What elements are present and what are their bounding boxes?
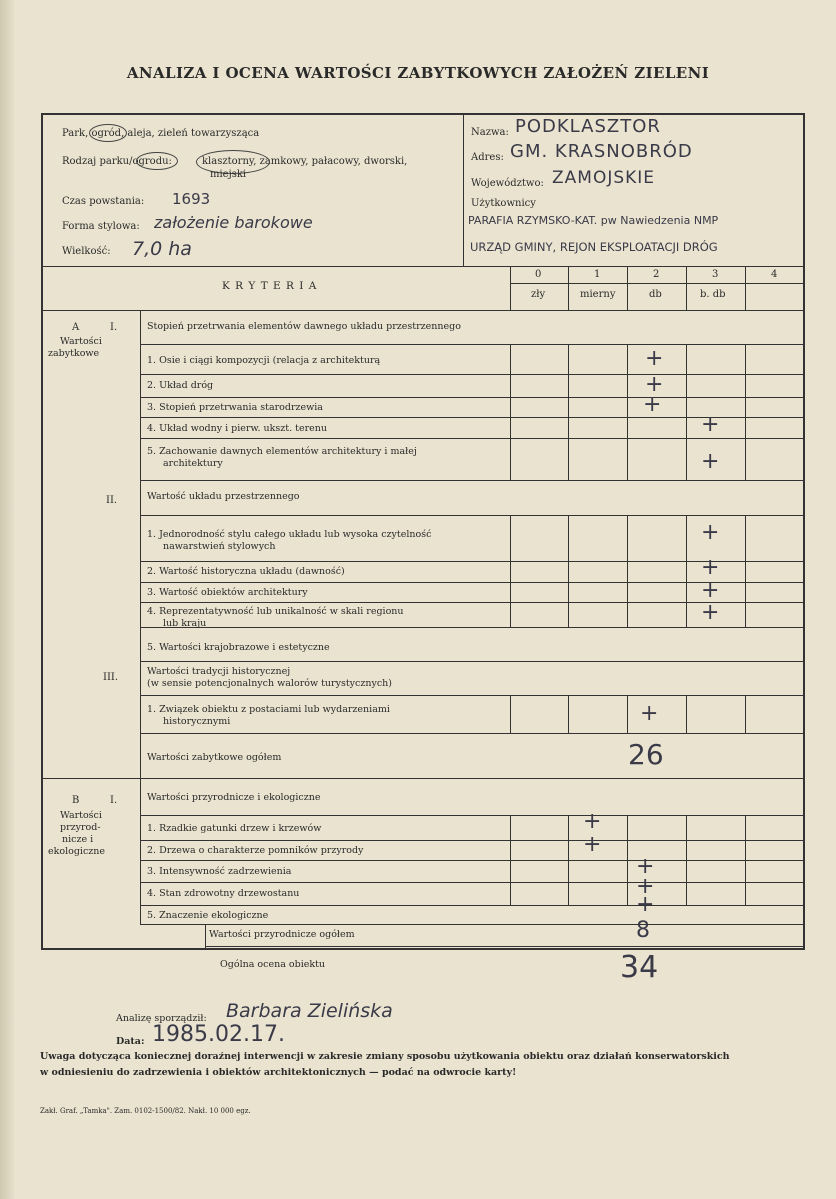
section-b-name-3: nicze i — [62, 834, 94, 845]
data-value: 1985.02.17. — [152, 1022, 285, 1047]
grid-line — [510, 266, 511, 310]
total-przyrodnicze-value: 8 — [636, 918, 650, 943]
criterion-a3-1-cont: historycznymi — [163, 716, 231, 727]
grid-line — [568, 266, 569, 310]
grid-line — [42, 310, 804, 311]
section-b-letter: B — [72, 795, 80, 806]
ogolna-ocena-value: 34 — [620, 950, 659, 985]
grid-line — [140, 924, 804, 925]
col-3-desc: b. db — [700, 289, 726, 300]
grid-line — [140, 515, 804, 516]
criterion-a2-2: 2. Wartość historyczna układu (dawność) — [147, 566, 345, 577]
rodzaj-options: klasztorny, zamkowy, pałacowy, dworski, — [202, 156, 408, 167]
grid-line — [745, 815, 746, 905]
grid-line — [140, 397, 804, 398]
grid-line — [510, 695, 511, 733]
criterion-a3-1: 1. Związek obiektu z postaciami lub wydarzeniami — [147, 704, 390, 715]
grid-line — [686, 815, 687, 905]
grid-line — [42, 778, 804, 779]
page-title: ANALIZA I OCENA WARTOŚCI ZABYTKOWYCH ZAŁOŻEŃ ZIELENI — [126, 64, 710, 82]
criterion-a2-4-cont: lub kraju — [163, 618, 207, 629]
grid-line — [140, 733, 804, 734]
wielkosc-value: 7,0 ha — [132, 238, 192, 260]
grid-line — [686, 695, 687, 733]
section-b-name-1: Wartości — [60, 810, 102, 821]
section-b-name-2: przyrod- — [60, 822, 101, 833]
grid-line — [627, 695, 628, 733]
group-4-heading: Wartości przyrodnicze i ekologiczne — [147, 792, 321, 803]
section-ii-roman: II. — [106, 495, 118, 506]
section-iii-roman: III. — [103, 672, 119, 683]
score-mark: + — [701, 520, 720, 545]
col-2-number: 2 — [653, 269, 660, 280]
criterion-a2-4: 4. Reprezentatywność lub unikalność w skali regionu — [147, 606, 404, 617]
grid-line — [42, 266, 804, 267]
grid-line — [140, 695, 804, 696]
nazwa-label: Nazwa: — [471, 127, 509, 138]
grid-line — [140, 438, 804, 439]
col-4-number: 4 — [771, 269, 778, 280]
grid-line — [568, 695, 569, 733]
grid-line — [627, 515, 628, 627]
score-mark: + — [583, 809, 602, 834]
col-0-number: 0 — [535, 269, 542, 280]
analiza-signature: Barbara Zielińska — [226, 1000, 393, 1022]
criterion-a2-5: 5. Wartości krajobrazowe i estetyczne — [147, 642, 330, 653]
score-mark: + — [645, 372, 664, 397]
adres-value: GM. KRASNOBRÓD — [510, 141, 693, 162]
grid-line — [686, 515, 687, 627]
grid-line — [627, 344, 628, 480]
criterion-b1-1: 1. Rzadkie gatunki drzew i krzewów — [147, 823, 322, 834]
score-mark: + — [640, 701, 659, 726]
grid-line — [568, 815, 569, 905]
section-a-roman: I. — [110, 322, 118, 333]
paper-edge — [0, 0, 14, 1199]
grid-line — [627, 266, 628, 310]
section-a-name-1: Wartości — [60, 336, 102, 347]
park-label: Park, ogród, aleja, zieleń towarzysząca — [62, 128, 260, 139]
grid-line — [568, 515, 569, 627]
uzytkownicy-value-2: URZĄD GMINY, REJON EKSPLOATACJI DRÓG — [470, 240, 718, 254]
criterion-a2-1: 1. Jednorodność stylu całego układu lub wysoka czytelność — [147, 529, 432, 540]
group-3-heading: Wartości tradycji historycznej — [147, 666, 291, 677]
criterion-b1-3: 3. Intensywność zadrzewienia — [147, 866, 292, 877]
score-mark: + — [636, 854, 655, 879]
criterion-b1-2: 2. Drzewa o charakterze pomników przyrody — [147, 845, 364, 856]
col-3-number: 3 — [712, 269, 719, 280]
forma-label: Forma stylowa: — [62, 221, 140, 232]
circled-ogrodu — [136, 152, 178, 170]
section-a-name-2: zabytkowe — [48, 348, 100, 359]
ogolna-ocena-label: Ogólna ocena obiektu — [220, 959, 326, 970]
total-zabytkowe-value: 26 — [628, 738, 664, 771]
criterion-a1-2: 2. Układ dróg — [147, 380, 214, 391]
criterion-a1-1: 1. Osie i ciągi kompozycji (relacja z architekturą — [147, 355, 381, 366]
data-label: Data: — [116, 1036, 145, 1047]
grid-line — [627, 815, 628, 905]
grid-line — [140, 882, 804, 883]
group-1-heading: Stopień przetrwania elementów dawnego układu przestrzennego — [147, 321, 461, 332]
col-0-desc: zły — [531, 289, 546, 300]
score-mark: + — [701, 555, 720, 580]
grid-line — [745, 515, 746, 627]
score-mark: + — [701, 578, 720, 603]
wielkosc-label: Wielkość: — [62, 246, 111, 257]
grid-line — [510, 815, 511, 905]
grid-line — [745, 266, 746, 310]
header-divider — [463, 114, 464, 266]
score-mark: + — [643, 392, 662, 417]
grid-line — [510, 515, 511, 627]
group-3-subheading: (w sensie potencjonalnych walorów turystycznych) — [147, 678, 392, 689]
score-mark: + — [636, 874, 655, 899]
col-1-number: 1 — [594, 269, 601, 280]
criterion-b1-4: 4. Stan zdrowotny drzewostanu — [147, 888, 300, 899]
grid-line — [140, 661, 804, 662]
nazwa-value: PODKLASZTOR — [515, 116, 661, 137]
czas-label: Czas powstania: — [62, 196, 145, 207]
criterion-a1-5-cont: architektury — [163, 458, 223, 469]
grid-line — [140, 344, 804, 345]
total-przyrodnicze-label: Wartości przyrodnicze ogółem — [209, 929, 355, 940]
score-mark: + — [636, 892, 655, 917]
grid-line — [140, 840, 804, 841]
wojewodztwo-value: ZAMOJSKIE — [552, 168, 656, 188]
score-mark: + — [583, 832, 602, 857]
forma-value: założenie barokowe — [154, 213, 313, 232]
criterion-a1-3: 3. Stopień przetrwania starodrzewia — [147, 402, 323, 413]
grid-line — [140, 815, 804, 816]
score-mark: + — [701, 600, 720, 625]
grid-line — [140, 860, 804, 861]
circled-ogrod — [89, 124, 127, 142]
section-b-name-4: ekologiczne — [48, 846, 106, 857]
grid-line — [568, 344, 569, 480]
grid-line — [745, 344, 746, 480]
adres-label: Adres: — [471, 152, 504, 163]
grid-line — [686, 344, 687, 480]
grid-line — [140, 374, 804, 375]
score-mark: + — [645, 346, 664, 371]
uzytkownicy-label: Użytkownicy — [471, 198, 536, 209]
grid-line — [140, 627, 804, 628]
uwaga-note-line-1: Uwaga dotycząca koniecznej doraźnej interwencji w zakresie zmiany sposobu użytkowania obiektu oraz działań konserwatorskich — [40, 1051, 730, 1062]
czas-value: 1693 — [172, 190, 211, 208]
col-2-desc: db — [649, 289, 662, 300]
section-a-letter: A — [72, 322, 80, 333]
grid-line — [686, 266, 687, 310]
criterion-a1-5: 5. Zachowanie dawnych elementów architektury i małej — [147, 446, 417, 457]
uwaga-note-line-2: w odniesieniu do zadrzewienia i obiektów architektonicznych — podać na odwrocie karty! — [40, 1067, 517, 1078]
grid-line — [510, 344, 511, 480]
section-b-roman: I. — [110, 795, 118, 806]
score-mark: + — [701, 412, 720, 437]
rodzaj-options-2: miejski — [210, 169, 247, 180]
group-2-heading: Wartość układu przestrzennego — [147, 491, 300, 502]
grid-line — [205, 924, 206, 949]
wojewodztwo-label: Województwo: — [471, 178, 544, 189]
criterion-a2-3: 3. Wartość obiektów architektury — [147, 587, 308, 598]
uzytkownicy-value-1: PARAFIA RZYMSKO-KAT. pw Nawiedzenia NMP — [468, 214, 719, 227]
rodzaj-label: Rodzaj parku/ogrodu: — [62, 156, 172, 167]
grid-line — [205, 946, 804, 947]
grid-line — [140, 905, 804, 906]
col-1-desc: mierny — [580, 289, 616, 300]
score-mark: + — [701, 449, 720, 474]
grid-line — [140, 480, 804, 481]
print-info: Zakł. Graf. „Tamka". Zam. 0102-1500/82. Nakł. 10 000 egz. — [40, 1107, 251, 1115]
grid-line — [510, 283, 804, 284]
analiza-label: Analizę sporządził: — [116, 1013, 207, 1024]
kryteria-heading: K R Y T E R I A — [222, 280, 318, 292]
total-zabytkowe-label: Wartości zabytkowe ogółem — [147, 752, 282, 763]
grid-line — [140, 310, 141, 924]
grid-line — [745, 695, 746, 733]
criterion-a2-1-cont: nawarstwień stylowych — [163, 541, 276, 552]
criterion-a1-4: 4. Układ wodny i pierw. ukszt. terenu — [147, 423, 327, 434]
criterion-b1-5: 5. Znaczenie ekologiczne — [147, 910, 269, 921]
